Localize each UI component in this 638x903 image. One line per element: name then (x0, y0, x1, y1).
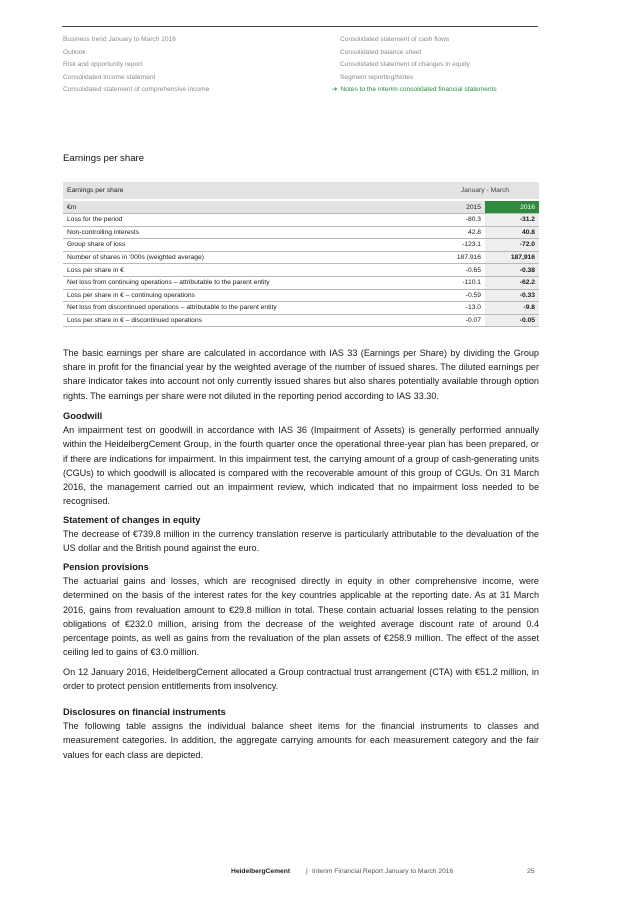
value-2016: -62.2 (485, 276, 539, 289)
value-2016: -31.2 (485, 214, 539, 227)
value-2015: -110.1 (431, 276, 485, 289)
table-row (63, 302, 539, 315)
col-2016-header: 2016 (485, 200, 539, 214)
equity-heading: Statement of changes in equity (63, 515, 201, 525)
goodwill-paragraph: An impairment test on goodwill in accordance with IAS 36 (Impairment of Assets) is generally performed annually within the HeidelbergCement Group, in the fourth quarter once the operational three-year plan has been prepared, or if there are indications for impairment. In this impairment test, the carrying amount of a group of cash-generating units (CGUs) to which goodwill is allocated is compared with the recoverable amount of this group of CGUs. On 31 March 2016, the management carried out an impairment review, which indicated that no impairment loss needed to be recognised. (63, 425, 539, 507)
value-2015: -13.0 (431, 302, 485, 315)
pension-heading: Pension provisions (63, 562, 149, 572)
table-row (63, 276, 539, 289)
eps-paragraph: The basic earnings per share are calculated in accordance with IAS 33 (Earnings per Share) by dividing the Group share in profit for the financial year by the weighted average of the number of issued shares. The diluted earnings per share indicator takes into account not only currently issued shares but also shares potentially available through option rights. The earnings per share were not diluted in the reporting period according to IAS 33.30. (63, 348, 539, 401)
footer-report-title: Interim Financial Report January to March 2016 (312, 868, 454, 875)
table-row (63, 251, 539, 264)
equity-section (63, 513, 539, 556)
row-label: Non-controlling interests (63, 226, 431, 239)
pension-paragraph-1: The actuarial gains and losses, which are recognised directly in equity in other comprehensive income, were determined on the basis of the interest rates for the key countries applicable at the reporting date. As at 31 March 2016, gains from revaluation amount to €29.8 million in total. These contain actuarial losses relating to the pension obligations of €232.0 million, arising from the decrease of the weighted average discount rate of around 0.4 percentage points, as well as gains from the revaluation of the plan assets of €258.9 million. The effect of the asset ceiling led to gains of €3.0 million. (63, 576, 539, 658)
value-2016: 40.8 (485, 226, 539, 239)
table-subheader-row (63, 200, 539, 214)
value-2016: -0.33 (485, 289, 539, 302)
row-label: Number of shares in '000s (weighted average) (63, 251, 431, 264)
eps-paragraph-block (63, 346, 539, 403)
value-2016: -72.0 (485, 239, 539, 252)
row-label: Net loss from discontinued operations – attributable to the parent entity (63, 302, 431, 315)
value-2015: -0.59 (431, 289, 485, 302)
nav-link-changes-equity[interactable]: Consolidated statement of changes in equity (340, 61, 470, 68)
value-2016: -0.05 (485, 314, 539, 327)
goodwill-heading: Goodwill (63, 411, 103, 421)
nav-link-comprehensive-income[interactable]: Consolidated statement of comprehensive income (63, 86, 210, 93)
value-2015: -123.1 (431, 239, 485, 252)
row-label: Loss per share in € – discontinued operations (63, 314, 431, 327)
row-label: Loss per share in € – continuing operations (63, 289, 431, 302)
nav-link-risk-report[interactable]: Risk and opportunity report (63, 61, 143, 68)
footer-separator: | (306, 868, 308, 875)
nav-link-segment-reporting[interactable]: Segment reporting/Notes (340, 73, 414, 81)
col-2015-header: 2015 (431, 200, 485, 214)
pension-paragraph-2: On 12 January 2016, HeidelbergCement allocated a Group contractual trust arrangement (CTA) with €51.2 million, in order to protect pension entitlements from insolvency. (63, 667, 539, 692)
row-label: Group share of loss (63, 239, 431, 252)
earnings-per-share-table (63, 182, 539, 327)
row-label: Loss per share in € (63, 264, 431, 277)
nav-link-cash-flows[interactable]: Consolidated statement of cash flows (340, 36, 450, 43)
table-row (63, 239, 539, 252)
pension-section (63, 560, 539, 659)
value-2015: -0.65 (431, 264, 485, 277)
equity-paragraph: The decrease of €739.8 million in the currency translation reserve is particularly attributable to the devaluation of the US dollar and the British pound against the euro. (63, 529, 539, 554)
nav-link-notes-label: Notes to the interim consolidated financial statements (340, 86, 497, 93)
nav-link-income-statement[interactable]: Consolidated income statement (63, 73, 156, 81)
nav-link-outlook[interactable]: Outlook (63, 48, 86, 56)
section-title: Earnings per share (63, 153, 145, 164)
row-label: Loss for the period (63, 214, 431, 227)
value-2016: -0.38 (485, 264, 539, 277)
value-2015: 42.8 (431, 226, 485, 239)
nav-link-business-trend[interactable]: Business trend January to March 2016 (63, 36, 176, 43)
nav-link-balance-sheet[interactable]: Consolidated balance sheet (340, 48, 422, 56)
financial-instruments-section (63, 705, 539, 762)
row-label: Net loss from continuing operations – attributable to the parent entity (63, 276, 431, 289)
arrow-right-icon: ➜ (332, 86, 338, 93)
table-title: Earnings per share (63, 182, 431, 200)
table-period: January - March (431, 182, 539, 200)
footer-brand: HeidelbergCement (231, 868, 291, 875)
table-row (63, 226, 539, 239)
table-row (63, 214, 539, 227)
goodwill-section (63, 409, 539, 508)
financial-instruments-heading: Disclosures on financial instruments (63, 707, 226, 717)
value-2015: -0.07 (431, 314, 485, 327)
page-number: 25 (527, 868, 535, 875)
value-2015: 187,916 (431, 251, 485, 264)
nav-right (332, 34, 497, 97)
pension-cta-block (63, 665, 539, 693)
table-row (63, 314, 539, 327)
header-rule (62, 26, 538, 27)
value-2016: 187,916 (485, 251, 539, 264)
nav-link-notes-active[interactable] (332, 84, 497, 97)
financial-instruments-paragraph: The following table assigns the individual balance sheet items for the financial instruments to classes and measurement categories. In addition, the aggregate carrying amounts for each measurement category and the fair values for each class are depicted. (63, 721, 539, 760)
value-2015: -80.3 (431, 214, 485, 227)
table-row (63, 264, 539, 277)
table-unit: €m (63, 200, 431, 214)
table-row (63, 289, 539, 302)
value-2016: -9.8 (485, 302, 539, 315)
table-header-row (63, 182, 539, 200)
nav-left (63, 34, 209, 97)
